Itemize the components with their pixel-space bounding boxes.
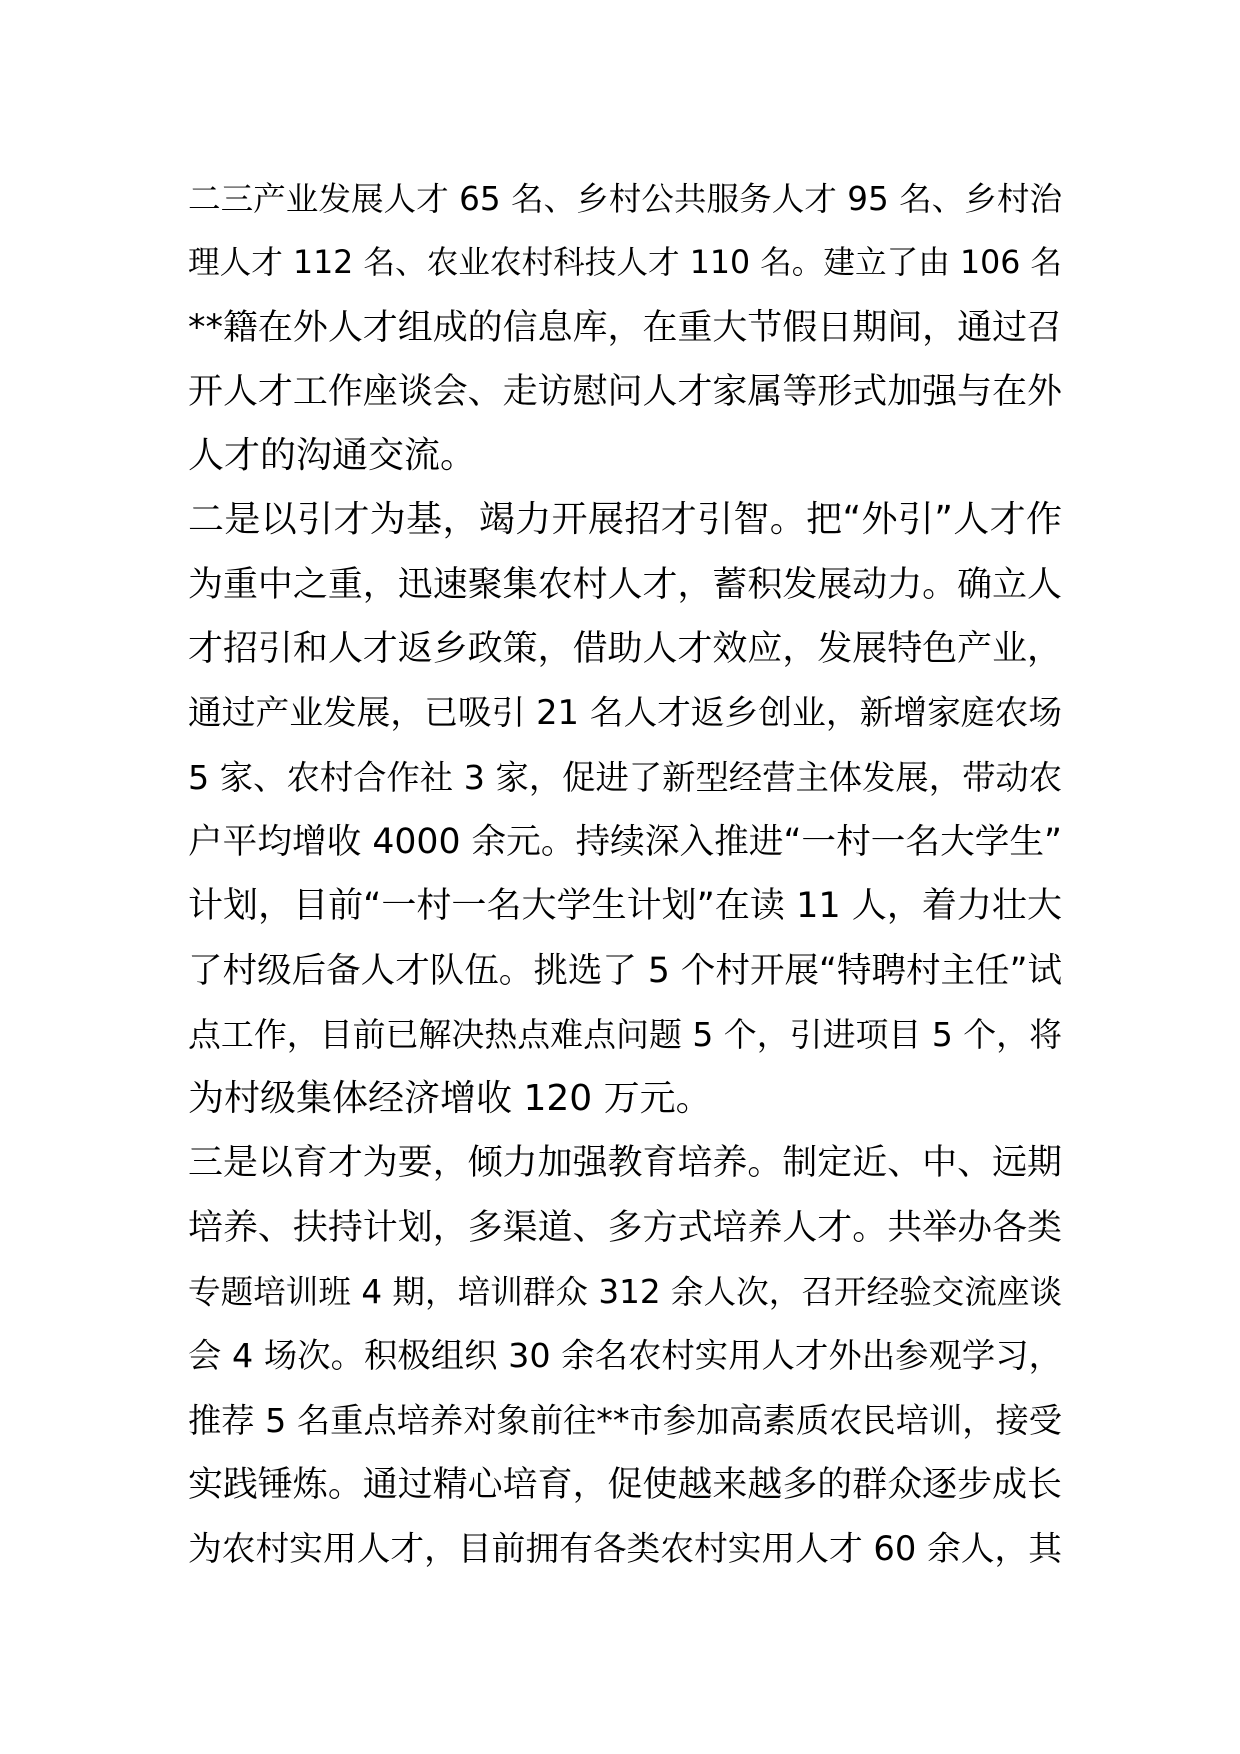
text-line: **籍在外人才组成的信息库，在重大节假日期间，通过召 (188, 307, 1062, 348)
text-line: 5 家、农村合作社 3 家，促进了新型经营主体发展，带动农 (188, 757, 1063, 797)
text-line: 实践锤炼。通过精心培育，促使越来越多的群众逐步成长 (188, 1464, 1062, 1505)
text-line: 三是以育才为要，倾力加强教育培养。制定近、中、远期 (188, 1143, 1062, 1184)
text-line: 通过产业发展，已吸引 21 名人才返乡创业，新增家庭农场 (188, 693, 1062, 733)
paragraph-talent-base (188, 167, 1062, 488)
text-line: 了村级后备人才队伍。挑选了 5 个村开展“特聘村主任”试 (188, 950, 1062, 991)
text-line: 理人才 112 名、农业农村科技人才 110 名。建立了由 106 名 (188, 245, 1062, 282)
paragraph-attract-talent (188, 488, 1062, 1131)
text-line: 培养、扶持计划，多渠道、多方式培养人才。共举办各类 (188, 1207, 1062, 1248)
text-line: 才招引和人才返乡政策，借助人才效应，发展特色产业， (188, 629, 1062, 670)
text-line: 二是以引才为基，竭力开展招才引智。把“外引”人才作 (188, 499, 1062, 541)
body-text (188, 167, 1062, 1582)
text-line: 开人才工作座谈会、走访慰问人才家属等形式加强与在外 (188, 371, 1062, 412)
text-line: 二三产业发展人才 65 名、乡村公共服务人才 95 名、乡村治 (188, 180, 1063, 218)
text-line: 推荐 5 名重点培养对象前往**市参加高素质农民培训，接受 (188, 1400, 1062, 1440)
text-line: 会 4 场次。积极组织 30 余名农村实用人才外出参观学习， (188, 1336, 1062, 1376)
text-line: 为村级集体经济增收 120 万元。 (188, 1078, 712, 1120)
text-line: 人才的沟通交流。 (188, 435, 477, 477)
text-line: 为重中之重，迅速聚集农村人才，蓄积发展动力。确立人 (188, 564, 1062, 605)
text-line: 点工作，目前已解决热点难点问题 5 个，引进项目 5 个，将 (188, 1014, 1062, 1054)
text-line: 为农村实用人才，目前拥有各类农村实用人才 60 余人，其 (188, 1529, 1062, 1569)
text-line: 户平均增收 4000 余元。持续深入推进“一村一名大学生” (188, 821, 1062, 862)
text-line: 计划，目前“一村一名大学生计划”在读 11 人，着力壮大 (188, 885, 1062, 927)
paragraph-cultivate-talent (188, 1131, 1062, 1581)
text-line: 专题培训班 4 期，培训群众 312 余人次，召开经验交流座谈 (188, 1273, 1063, 1312)
